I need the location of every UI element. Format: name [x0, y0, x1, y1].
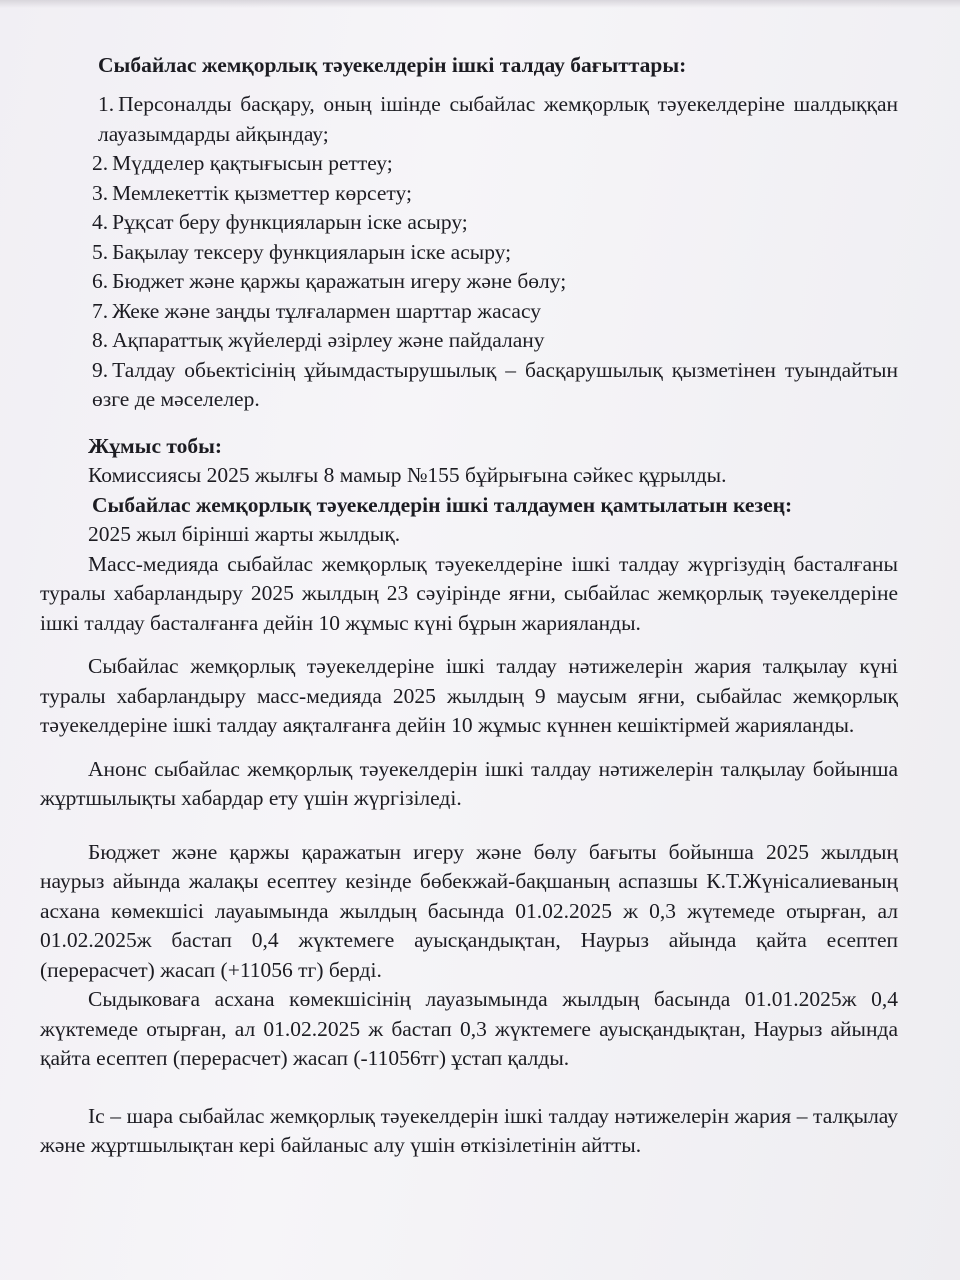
item-number: 6.	[92, 269, 109, 293]
list-item	[40, 267, 898, 297]
list-item	[40, 208, 898, 238]
item-text: Ақпараттық жүйелерді әзірлеу және пайдалану	[112, 328, 545, 352]
period-heading: Сыбайлас жемқорлық тәуекелдерін ішкі талдаумен қамтылатын кезең:	[92, 493, 793, 517]
item-text: Бақылау тексеру функцияларын іске асыру;	[112, 239, 512, 264]
list-item	[40, 149, 898, 179]
paragraph-event: Іс – шара сыбайлас жемқорлық тәуекелдерін ішкі талдау нәтижелерін жария – талқылау және жұртшылықтан кері байланыс алу үшін өткізілетінін айтты.	[40, 1103, 898, 1157]
item-number: 9.	[92, 357, 109, 382]
list-item	[40, 179, 898, 209]
list-item	[40, 90, 898, 149]
list-item	[40, 356, 898, 415]
item-number: 8.	[92, 328, 109, 352]
item-text: Жеке және заңды тұлғалармен шарттар жасасу	[112, 298, 541, 323]
list-item	[40, 297, 898, 327]
paragraph-discussion-date: Сыбайлас жемқорлық тәуекелдеріне ішкі талдау нәтижелерін жария талқылау күні туралы хабарландыру масс-медияда 2025 жылдың 9 маусым яғни, сыбайлас жемқорлық тәуекелдеріне ішкі талдау аяқталғанға дейін 10 жұмыс күннен кешіктірмей жарияланды.	[40, 654, 898, 737]
item-text: Персоналды басқару, оның ішінде сыбайлас жемқорлық тәуекелдеріне шалдыққан лауазымдарды айқындау;	[98, 92, 898, 146]
item-number: 2.	[92, 151, 109, 175]
directions-heading: Сыбайлас жемқорлық тәуекелдерін ішкі талдау бағыттары:	[98, 53, 687, 77]
item-text: Рұқсат беру функцияларын іске асыру;	[112, 210, 468, 234]
item-text: Мемлекеттік қызметтер көрсету;	[112, 180, 412, 205]
item-text: Талдау обьектісінің ұйымдастырушылық – басқарушылық қызметінен туындайтын өзге де мәселелер.	[92, 357, 898, 411]
working-group-text: Комиссиясы 2025 жылғы 8 мамыр №155 бұйрығына сәйкес құрылды.	[88, 462, 727, 487]
list-item	[40, 326, 898, 356]
period-text: 2025 жыл бірінші жарты жылдық.	[88, 522, 401, 546]
paragraph-sydykova: Сыдыковаға асхана көмекшісінің лауазымында жылдың басында 01.01.2025ж 0,4 жүктемеде отырған, ал 01.02.2025 ж бастап 0,3 жүктемеге ауысқандықтан, Наурыз айында қайта есептеп (перерасчет) жасап (-11056тг) ұстап қалды.	[40, 987, 898, 1070]
directions-list	[40, 90, 898, 415]
page-edge-shadow	[0, 0, 960, 8]
item-number: 4.	[92, 210, 109, 234]
item-number: 1.	[98, 92, 115, 116]
item-number: 3.	[92, 180, 109, 205]
paragraph-budget: Бюджет және қаржы қаражатын игеру және бөлу бағыты бойынша 2025 жылдың наурыз айында жалақы есептеу кезінде бөбекжай-бақшаның аспазшы К.Т.Жүнісалиеваның асхана көмекшісі лауаымында жылдың басында 01.02.2025 ж 0,3 жүтемеде отырған, ал 01.02.2025ж бастап 0,4 жүктемеге ауысқандықтан, Наурыз айында қайта есептеп (перерасчет) жасап (+11056 тг) берді.	[40, 839, 898, 982]
item-text: Мүдделер қақтығысын реттеу;	[112, 151, 393, 175]
item-text: Бюджет және қаржы қаражатын игеру және бөлу;	[112, 269, 567, 293]
paragraph-announcement: Масс-медияда сыбайлас жемқорлық тәуекелдеріне ішкі талдау жүргізудің басталғаны туралы хабарландыру 2025 жылдың 23 сәуірінде яғни, сыбайлас жемқорлық тәуекелдеріне ішкі талдау басталғанға дейін 10 жұмыс күні бұрын жарияланды.	[40, 551, 898, 635]
item-number: 7.	[92, 298, 109, 323]
list-item	[40, 238, 898, 268]
paragraph-anons: Анонс сыбайлас жемқорлық тәуекелдерін ішкі талдау нәтижелерін талқылау бойынша жұртшылықты хабардар ету үшін жүргізіледі.	[40, 756, 898, 810]
working-group-heading: Жұмыс тобы:	[88, 433, 223, 458]
item-number: 5.	[92, 239, 109, 264]
